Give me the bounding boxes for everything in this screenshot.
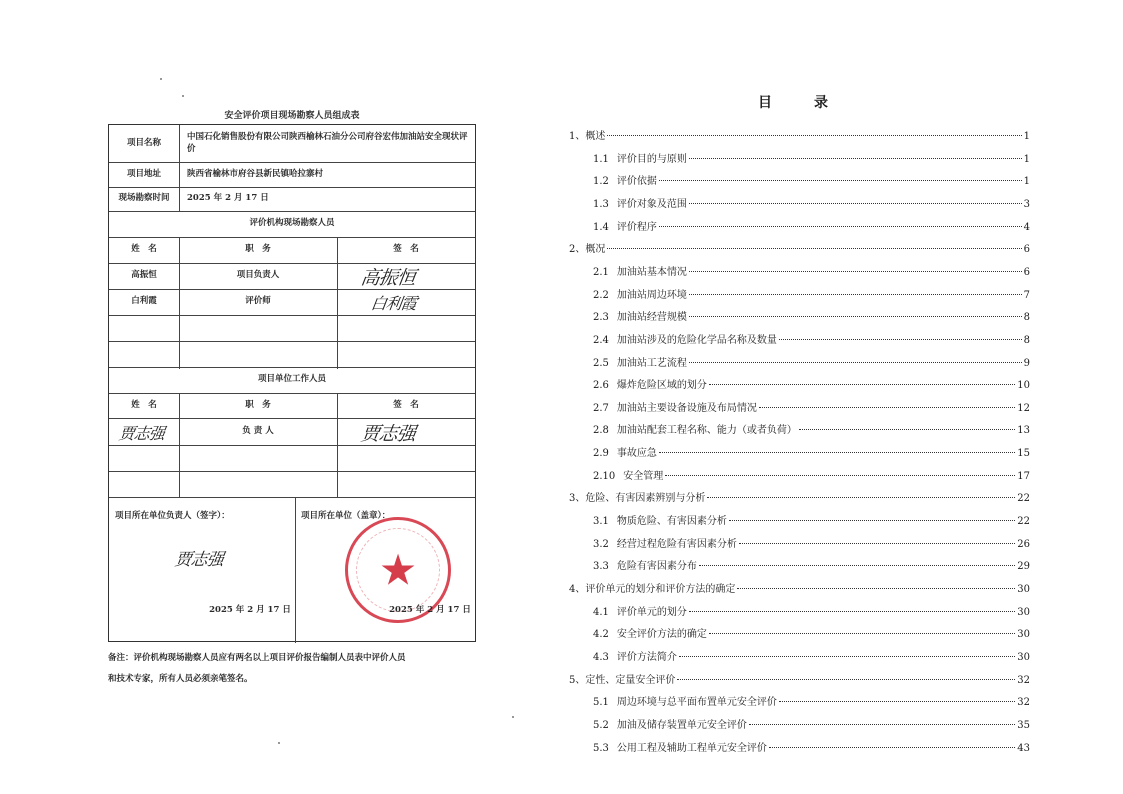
header-position: 职 务 — [245, 399, 271, 410]
survey-personnel-form — [108, 124, 476, 642]
toc-leader-dots — [799, 429, 1015, 430]
note-line: 备注：评价机构现场勘察人员应有两名以上项目评价报告编制人员表中评价人员 — [108, 653, 406, 663]
toc-entry-label: 评价对象及范围 — [616, 198, 687, 210]
form-title: 安全评价项目现场勘察人员组成表 — [224, 111, 360, 121]
toc-entry-label: 安全管理 — [623, 470, 664, 482]
toc-leader-dots — [689, 203, 1022, 204]
toc-leader-dots — [607, 135, 1021, 136]
toc-title: 目 录 — [758, 95, 842, 111]
row-divider — [109, 315, 475, 316]
toc-leader-dots — [659, 226, 1022, 227]
toc-leader-dots — [737, 588, 1015, 589]
column-divider — [179, 125, 180, 211]
toc-entry[interactable] — [593, 535, 1030, 550]
toc-entry-page: 22 — [1017, 516, 1030, 528]
toc-entry-number: 2.1 — [593, 266, 609, 278]
evaluator-name: 白利霞 — [131, 296, 157, 307]
toc-entry-number: 2.3 — [593, 312, 609, 324]
evaluator-position: 评价师 — [245, 296, 271, 307]
row-divider — [109, 471, 475, 472]
toc-entry-page: 30 — [1017, 606, 1030, 618]
toc-entry-label: 爆炸危险区域的划分 — [616, 380, 707, 392]
toc-entry-number: 1.1 — [593, 153, 609, 165]
toc-entry[interactable] — [593, 399, 1030, 414]
unit-stamp-date: 2025 年 2 月 17 日 — [389, 605, 471, 616]
toc-entry-label: 公用工程及辅助工程单元安全评价 — [616, 742, 767, 754]
header-name: 姓 名 — [131, 244, 157, 255]
toc-entry[interactable] — [593, 512, 1030, 527]
toc-entry-label: 加油站配套工程名称、能力（或者负荷） — [616, 425, 797, 437]
toc-entry-page: 9 — [1023, 357, 1030, 369]
toc-entry-page: 6 — [1023, 266, 1030, 278]
toc-entry-number: 2.9 — [593, 448, 609, 460]
evaluator-name: 高振恒 — [131, 270, 157, 281]
toc-entry[interactable] — [569, 671, 1030, 686]
toc-entry[interactable] — [593, 739, 1030, 754]
survey-date-label: 现场勘察时间 — [118, 193, 170, 204]
toc-entry[interactable] — [593, 308, 1030, 323]
toc-entry-label: 概述 — [585, 131, 606, 142]
toc-entry[interactable] — [593, 331, 1030, 346]
toc-leader-dots — [607, 248, 1021, 249]
toc-entry-number: 3.1 — [593, 516, 609, 528]
toc-entry-number: 4.2 — [593, 629, 609, 641]
toc-entry-label: 事故应急 — [616, 448, 657, 460]
toc-entry-number: 2.10 — [593, 470, 616, 482]
toc-leader-dots — [699, 565, 1015, 566]
project-name-value: 中国石化销售股份有限公司陕西榆林石油分公司府谷宏伟加油站安全现状评价 — [187, 132, 468, 154]
toc-entry[interactable] — [593, 557, 1030, 572]
toc-entry-number: 1.2 — [593, 176, 609, 188]
evaluator-signature: 高振恒 — [359, 267, 417, 289]
toc-entry-page: 13 — [1017, 425, 1030, 437]
project-address-value: 陕西省榆林市府谷县新民镇哈拉寨村 — [187, 168, 324, 179]
toc-leader-dots — [689, 158, 1022, 159]
toc-leader-dots — [677, 679, 1015, 680]
toc-entry-label: 加油站基本情况 — [616, 266, 687, 278]
toc-entry-number: 3.3 — [593, 561, 609, 573]
toc-leader-dots — [759, 407, 1015, 408]
toc-entry-number: 5.2 — [593, 719, 609, 731]
toc-entry-page: 6 — [1023, 244, 1030, 256]
toc-leader-dots — [779, 339, 1022, 340]
toc-entry-label: 评价程序 — [616, 221, 657, 233]
toc-entry-page: 7 — [1023, 289, 1030, 301]
toc-entry-page: 15 — [1017, 448, 1030, 460]
toc-leader-dots — [689, 271, 1022, 272]
toc-leader-dots — [729, 520, 1015, 521]
toc-entry-page: 22 — [1017, 493, 1030, 505]
toc-entry[interactable] — [593, 693, 1030, 708]
toc-entry-label: 加油站工艺流程 — [616, 357, 687, 369]
toc-leader-dots — [689, 316, 1022, 317]
toc-entry-label: 概况 — [585, 244, 606, 256]
toc-entry-number: 5、 — [569, 674, 586, 686]
toc-entry[interactable] — [593, 444, 1030, 459]
toc-leader-dots — [709, 633, 1015, 634]
toc-entry[interactable] — [569, 127, 1030, 142]
toc-leader-dots — [707, 497, 1015, 498]
toc-entry[interactable] — [569, 580, 1030, 595]
toc-entry[interactable] — [569, 489, 1030, 504]
toc-entry-page: 17 — [1017, 470, 1030, 482]
star-icon: ★ — [380, 547, 416, 592]
toc-entry[interactable] — [569, 240, 1030, 255]
toc-entry[interactable] — [593, 716, 1030, 731]
unit-section-title: 项目单位工作人员 — [257, 374, 326, 385]
toc-entry-label: 评价目的与原则 — [616, 153, 687, 165]
toc-leader-dots — [679, 656, 1015, 657]
unit-leader-signature: 贾志强 — [173, 550, 225, 570]
toc-entry[interactable] — [593, 467, 1030, 482]
toc-entry-page: 1 — [1023, 176, 1030, 188]
toc-entry-page: 29 — [1017, 561, 1030, 573]
toc-entry-label: 评价单元的划分和评价方法的确定 — [585, 584, 736, 595]
toc-leader-dots — [659, 180, 1022, 181]
toc-entry-number: 2.7 — [593, 402, 609, 414]
toc-entry-page: 1 — [1023, 153, 1030, 165]
toc-entry[interactable] — [593, 376, 1030, 391]
toc-entry[interactable] — [593, 625, 1030, 640]
toc-leader-dots — [739, 543, 1015, 544]
toc-entry-page: 1 — [1023, 131, 1030, 142]
toc-leader-dots — [779, 701, 1015, 702]
toc-entry-number: 2.2 — [593, 289, 609, 301]
toc-entry-label: 周边环境与总平面布置单元安全评价 — [616, 697, 777, 709]
evaluator-signature: 白利霞 — [369, 294, 418, 313]
toc-entry[interactable] — [593, 648, 1030, 663]
toc-entry-number: 5.3 — [593, 742, 609, 754]
toc-entry-label: 危险、有害因素辨别与分析 — [585, 493, 706, 505]
unit-member-signature: 贾志强 — [359, 423, 417, 445]
toc-entry-page: 32 — [1017, 697, 1030, 709]
toc-entry-page: 30 — [1017, 651, 1030, 663]
toc-leader-dots — [689, 362, 1022, 363]
toc-entry-page: 12 — [1017, 402, 1030, 414]
form-note — [108, 648, 488, 690]
toc-entry-label: 经营过程危险有害因素分析 — [616, 538, 737, 550]
toc-entry-page: 8 — [1023, 312, 1030, 324]
toc-leader-dots — [659, 452, 1015, 453]
evaluator-section-title: 评价机构现场勘察人员 — [249, 218, 335, 229]
toc-leader-dots — [689, 294, 1022, 295]
column-divider — [295, 497, 296, 643]
row-divider — [109, 341, 475, 342]
row-divider — [109, 497, 475, 498]
project-address-label: 项目地址 — [126, 168, 161, 179]
toc-entry-number: 4、 — [569, 584, 586, 595]
toc-entry-number: 3、 — [569, 493, 586, 505]
evaluator-position: 项目负责人 — [236, 270, 280, 281]
note-line: 和技术专家，所有人员必须亲笔签名。 — [108, 674, 253, 684]
unit-member-position: 负 责 人 — [242, 425, 274, 436]
toc-entry-label: 安全评价方法的确定 — [616, 629, 707, 641]
header-name: 姓 名 — [131, 399, 157, 410]
toc-entry-number: 5.1 — [593, 697, 609, 709]
toc-entry-page: 10 — [1017, 380, 1030, 392]
toc-entry-label: 物质危险、有害因素分析 — [616, 516, 727, 528]
toc-entry-label: 评价方法简介 — [616, 651, 677, 663]
toc-entry-page: 35 — [1017, 719, 1030, 731]
header-signature: 签 名 — [393, 399, 419, 410]
toc-entry-number: 4.3 — [593, 651, 609, 663]
toc-entry-label: 评价单元的划分 — [616, 606, 687, 618]
project-name-label: 项目名称 — [126, 137, 161, 148]
toc-entry-label: 加油及储存装置单元安全评价 — [616, 719, 747, 731]
toc-entry-number: 2.4 — [593, 334, 609, 346]
toc-entry[interactable] — [593, 354, 1030, 369]
toc-entry-page: 30 — [1017, 629, 1030, 641]
toc-entry-label: 定性、定量安全评价 — [585, 674, 676, 686]
toc-entry[interactable] — [593, 195, 1030, 210]
survey-date-value: 2025 年 2 月 17 日 — [187, 193, 269, 204]
unit-leader-date: 2025 年 2 月 17 日 — [209, 605, 291, 616]
toc-entry-number: 1.3 — [593, 198, 609, 210]
toc-entry-label: 加油站周边环境 — [616, 289, 687, 301]
toc-entry-page: 26 — [1017, 538, 1030, 550]
toc-entry-page: 43 — [1017, 742, 1030, 754]
toc-entry[interactable] — [593, 263, 1030, 278]
toc-entry[interactable] — [593, 218, 1030, 233]
toc-entry-page: 8 — [1023, 334, 1030, 346]
toc-entry[interactable] — [593, 286, 1030, 301]
toc-entry-page: 32 — [1017, 674, 1030, 686]
toc-entry[interactable] — [593, 421, 1030, 436]
header-position: 职 务 — [245, 244, 271, 255]
toc-entry-label: 加油站涉及的危险化学品名称及数量 — [616, 334, 777, 346]
header-signature: 签 名 — [393, 244, 419, 255]
toc-entry-number: 1、 — [569, 131, 586, 142]
toc-leader-dots — [665, 475, 1015, 476]
toc-entry-number: 2.8 — [593, 425, 609, 437]
toc-entry-number: 3.2 — [593, 538, 609, 550]
toc-leader-dots — [749, 724, 1015, 725]
toc-entry[interactable] — [593, 172, 1030, 187]
toc-entry-label: 评价依据 — [616, 176, 657, 188]
toc-leader-dots — [689, 611, 1015, 612]
unit-member-name: 贾志强 — [117, 424, 166, 443]
toc-entry[interactable] — [593, 603, 1030, 618]
unit-stamp-label: 项目所在单位（盖章）： — [301, 511, 391, 522]
toc-entry-label: 加油站经营规模 — [616, 312, 687, 324]
toc-entry-page: 4 — [1023, 221, 1030, 233]
toc-leader-dots — [769, 747, 1015, 748]
toc-entry[interactable] — [593, 150, 1030, 165]
toc-entry-number: 1.4 — [593, 221, 609, 233]
toc-entry-page: 30 — [1017, 584, 1030, 595]
toc-entry-label: 危险有害因素分布 — [616, 561, 697, 573]
toc-entry-number: 4.1 — [593, 606, 609, 618]
toc-leader-dots — [709, 384, 1015, 385]
toc-entry-number: 2.6 — [593, 380, 609, 392]
row-divider — [109, 445, 475, 446]
unit-leader-label: 项目所在单位负责人（签字）： — [115, 511, 230, 522]
toc-entry-label: 加油站主要设备设施及布局情况 — [616, 402, 757, 414]
toc-entry-number: 2、 — [569, 244, 586, 256]
toc-entry-number: 2.5 — [593, 357, 609, 369]
toc-entry-page: 3 — [1023, 198, 1030, 210]
